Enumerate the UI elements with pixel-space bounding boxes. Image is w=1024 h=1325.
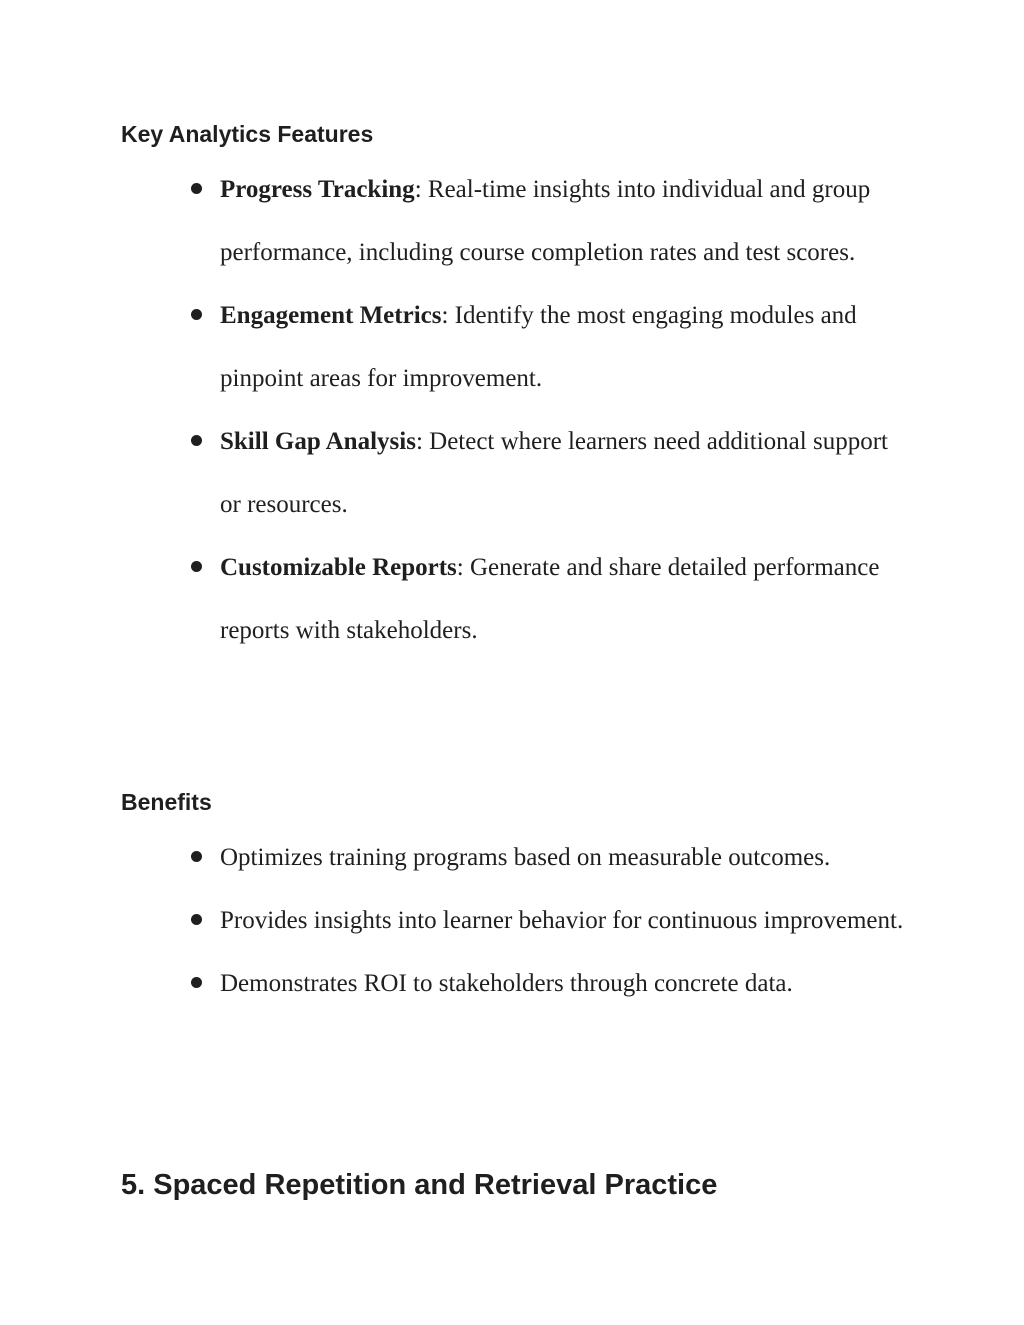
feature-separator: :	[456, 554, 464, 581]
feature-description: Detect where learners need additional support or resources.	[220, 428, 888, 518]
bullet-icon	[191, 309, 202, 320]
feature-term: Progress Tracking	[220, 176, 415, 203]
feature-term: Customizable Reports	[220, 554, 457, 581]
list-item	[0, 952, 910, 1015]
feature-description: Real-time insights into individual and group performance, including course completion rates and test scores.	[220, 176, 871, 266]
feature-description: Identify the most engaging modules and pinpoint areas for improvement.	[220, 302, 857, 392]
feature-separator: :	[441, 302, 449, 329]
section-title: 5. Spaced Repetition and Retrieval Practice	[121, 1169, 718, 1201]
benefit-text: Demonstrates ROI to stakeholders through concrete data.	[220, 970, 793, 997]
bullet-icon	[191, 561, 202, 572]
list-item	[0, 158, 910, 284]
list-item	[0, 889, 910, 952]
feature-separator: :	[414, 176, 422, 203]
bullet-icon	[191, 183, 202, 194]
feature-description: Generate and share detailed performance reports with stakeholders.	[220, 554, 880, 644]
benefits-list	[0, 826, 1024, 1015]
list-item	[0, 284, 910, 410]
feature-term: Engagement Metrics	[220, 302, 442, 329]
bullet-icon	[191, 435, 202, 446]
feature-separator: :	[415, 428, 423, 455]
list-item	[0, 536, 910, 662]
benefit-text: Optimizes training programs based on measurable outcomes.	[220, 844, 831, 871]
features-heading: Key Analytics Features	[121, 121, 374, 147]
list-item	[0, 826, 910, 889]
feature-term: Skill Gap Analysis	[220, 428, 416, 455]
benefits-heading: Benefits	[121, 789, 212, 815]
bullet-icon	[191, 914, 202, 925]
list-item	[0, 410, 910, 536]
bullet-icon	[191, 851, 202, 862]
benefit-text: Provides insights into learner behavior for continuous improvement.	[220, 907, 904, 934]
bullet-icon	[191, 977, 202, 988]
features-list	[0, 158, 1024, 662]
